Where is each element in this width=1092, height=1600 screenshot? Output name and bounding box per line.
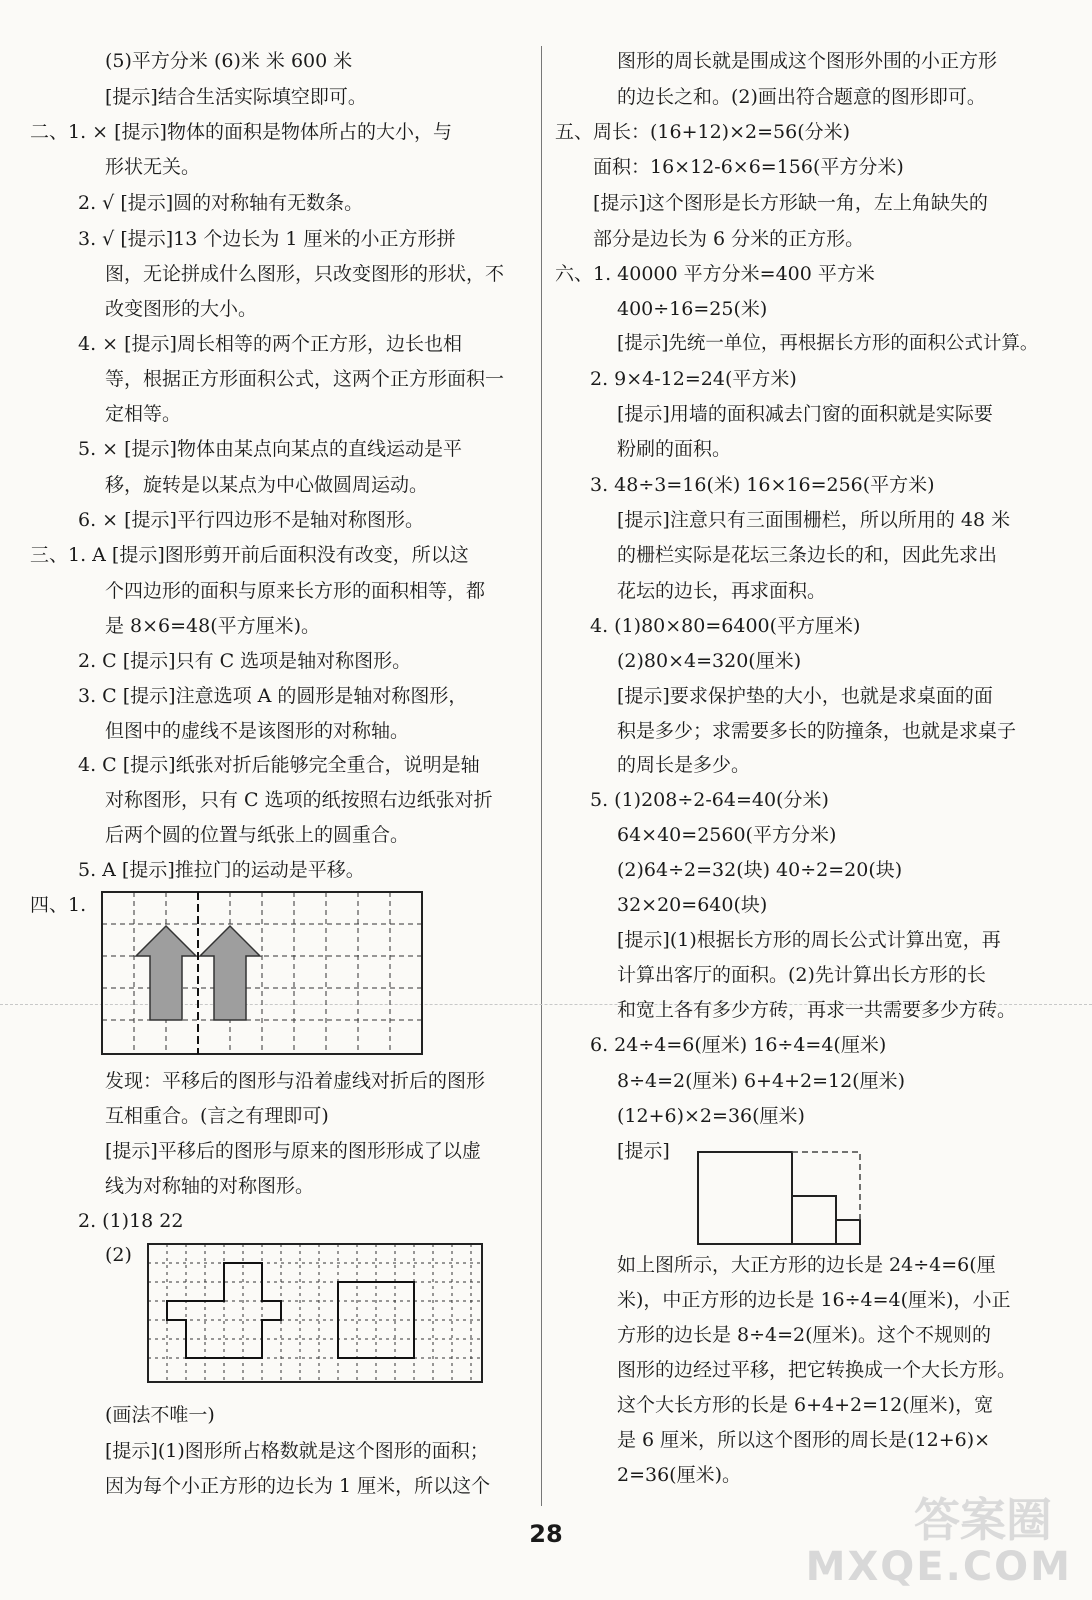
squares-figure xyxy=(698,1152,862,1244)
answer-line: 的栅栏实际是花坛三条边长的和，因此先求出 xyxy=(617,544,998,566)
section-6-item-2: 2. 9×4-12=24(平方米) xyxy=(590,368,797,390)
section-3-item-1: 三、1. A [提示]图形剪开前后面积没有改变，所以这 xyxy=(30,544,469,566)
section-2-item-6: 6. × [提示]平行四边形不是轴对称图形。 xyxy=(78,509,424,531)
hint-line: [提示]结合生活实际填空即可。 xyxy=(105,86,367,108)
column-divider xyxy=(541,46,542,1506)
answer-line: 线为对称轴的对称图形。 xyxy=(105,1175,315,1197)
answer-line: 2=36(厘米)。 xyxy=(617,1464,742,1486)
answer-line: 因为每个小正方形的边长为 1 厘米，所以这个 xyxy=(105,1475,491,1497)
section-3-item-4: 4. C [提示]纸张对折后能够完全重合，说明是轴 xyxy=(78,754,480,776)
answer-line: 移，旋转是以某点为中心做圆周运动。 xyxy=(105,474,429,496)
answer-line: 图形的周长就是围成这个图形外围的小正方形 xyxy=(617,50,998,72)
section-3-item-5: 5. A [提示]推拉门的运动是平移。 xyxy=(78,859,365,881)
answer-line: 改变图形的大小。 xyxy=(105,298,258,320)
answer-line: 的周长是多少。 xyxy=(617,754,751,776)
answer-line: 方形的边长是 8÷4=2(厘米)。这个不规则的 xyxy=(617,1324,991,1346)
answer-line: 面积：16×12-6×6=156(平方分米) xyxy=(593,156,904,178)
answer-line: 发现：平移后的图形与沿着虚线对折后的图形 xyxy=(105,1070,486,1092)
hint-line: [提示]注意只有三面围栅栏，所以所用的 48 米 xyxy=(617,509,1011,531)
answer-line: 部分是边长为 6 分米的正方形。 xyxy=(593,228,865,250)
answer-line: 是 6 厘米，所以这个图形的周长是(12+6)× xyxy=(617,1429,991,1451)
answer-line: (2)80×4=320(厘米) xyxy=(617,650,802,672)
watermark-text: MXQE.COM xyxy=(805,1544,1072,1590)
answer-line: (画法不唯一) xyxy=(105,1404,215,1426)
section-2-item-5: 5. × [提示]物体由某点向某点的直线运动是平 xyxy=(78,438,462,460)
answer-line: 粉刷的面积。 xyxy=(617,438,732,460)
answer-line: 后两个圆的位置与纸张上的圆重合。 xyxy=(105,824,410,846)
watermark-logo: 答案圈 xyxy=(914,1493,1052,1547)
hint-line: [提示](1)根据长方形的周长公式计算出宽，再 xyxy=(617,929,1001,951)
answer-line: 如上图所示，大正方形的边长是 24÷4=6(厘 xyxy=(617,1254,996,1276)
answer-line: 和宽上各有多少方砖，再求一共需要多少方砖。 xyxy=(617,999,1017,1021)
section-2-item-2: 2. √ [提示]圆的对称轴有无数条。 xyxy=(78,192,364,214)
section-2-item-1: 二、1. × [提示]物体的面积是物体所占的大小，与 xyxy=(30,121,452,143)
medium-square xyxy=(792,1196,836,1244)
answer-line: 图，无论拼成什么图形，只改变图形的形状，不 xyxy=(105,263,505,285)
answer-line: 64×40=2560(平方分米) xyxy=(617,824,837,846)
answer-line: 积是多少；求需要多长的防撞条，也就是求桌子 xyxy=(617,720,1017,742)
answer-line: 互相重合。(言之有理即可) xyxy=(105,1105,329,1127)
hint-line: [提示]要求保护垫的大小，也就是求桌面的面 xyxy=(617,685,993,707)
answer-line: 对称图形，只有 C 选项的纸按照右边纸张对折 xyxy=(105,789,493,811)
arrow-grid-figure xyxy=(102,892,422,1054)
section-5: 五、周长：(16+12)×2=56(分米) xyxy=(555,121,851,143)
section-3-item-2: 2. C [提示]只有 C 选项是轴对称图形。 xyxy=(78,650,412,672)
section-6-item-4: 4. (1)80×80=6400(平方厘米) xyxy=(590,615,861,637)
answer-line: 8÷4=2(厘米) 6+4+2=12(厘米) xyxy=(617,1070,905,1092)
small-square xyxy=(836,1220,860,1244)
hint-line: [提示]平移后的图形与原来的图形形成了以虚 xyxy=(105,1140,481,1162)
section-6-item-1: 六、1. 40000 平方分米=400 平方米 xyxy=(555,263,875,285)
shape-grid-figure xyxy=(148,1244,482,1382)
section-6-item-3: 3. 48÷3=16(米) 16×16=256(平方米) xyxy=(590,474,935,496)
answer-line: (2)64÷2=32(块) 40÷2=20(块) xyxy=(617,859,903,881)
answer-line: 是 8×6=48(平方厘米)。 xyxy=(105,615,321,637)
section-4-item-1: 四、1. xyxy=(30,894,87,916)
answer-line: 定相等。 xyxy=(105,403,182,425)
large-square xyxy=(698,1152,792,1244)
answer-line: 花坛的边长，再求面积。 xyxy=(617,580,827,602)
dashed-outline xyxy=(792,1152,860,1220)
answer-line: 个四边形的面积与原来长方形的面积相等，都 xyxy=(105,580,486,602)
section-2-item-3: 3. √ [提示]13 个边长为 1 厘米的小正方形拼 xyxy=(78,228,456,250)
answer-line: (12+6)×2=36(厘米) xyxy=(617,1105,805,1127)
answer-line: 的边长之和。(2)画出符合题意的图形即可。 xyxy=(617,86,986,108)
answer-line: 形状无关。 xyxy=(105,156,201,178)
answer-line: 图形的边经过平移，把它转换成一个大长方形。 xyxy=(617,1359,1017,1381)
section-4-item-2: 2. (1)18 22 xyxy=(78,1210,184,1232)
hint-line: [提示]先统一单位，再根据长方形的面积公式计算。 xyxy=(617,333,1039,354)
answer-line: 400÷16=25(米) xyxy=(617,298,768,320)
answer-line: (5)平方分米 (6)米 米 600 米 xyxy=(105,50,353,72)
answer-line: 这个大长方形的长是 6+4+2=12(厘米)，宽 xyxy=(617,1394,994,1416)
answer-line: 等，根据正方形面积公式，这两个正方形面积一 xyxy=(105,368,505,390)
section-6-item-5: 5. (1)208÷2-64=40(分米) xyxy=(590,789,829,811)
hint-line: [提示](1)图形所占格数就是这个图形的面积； xyxy=(105,1440,489,1462)
section-2-item-4: 4. × [提示]周长相等的两个正方形，边长也相 xyxy=(78,333,462,355)
answer-line: 32×20=640(块) xyxy=(617,894,768,916)
hint-line: [提示]这个图形是长方形缺一角，左上角缺失的 xyxy=(593,192,988,214)
answer-line: (2) xyxy=(105,1244,132,1266)
page-number: 28 xyxy=(529,1520,563,1548)
answer-line: 计算出客厅的面积。(2)先计算出长方形的长 xyxy=(617,964,986,986)
arrow-original xyxy=(136,926,196,1020)
hint-label: [提示] xyxy=(617,1140,670,1162)
section-6-item-6: 6. 24÷4=6(厘米) 16÷4=4(厘米) xyxy=(590,1034,887,1056)
arrow-translated xyxy=(200,926,260,1020)
answer-line: 米)，中正方形的边长是 16÷4=4(厘米)，小正 xyxy=(617,1289,1011,1311)
answer-line: 但图中的虚线不是该图形的对称轴。 xyxy=(105,720,410,742)
section-3-item-3: 3. C [提示]注意选项 A 的圆形是轴对称图形， xyxy=(78,685,468,707)
hint-line: [提示]用墙的面积减去门窗的面积就是实际要 xyxy=(617,403,993,425)
